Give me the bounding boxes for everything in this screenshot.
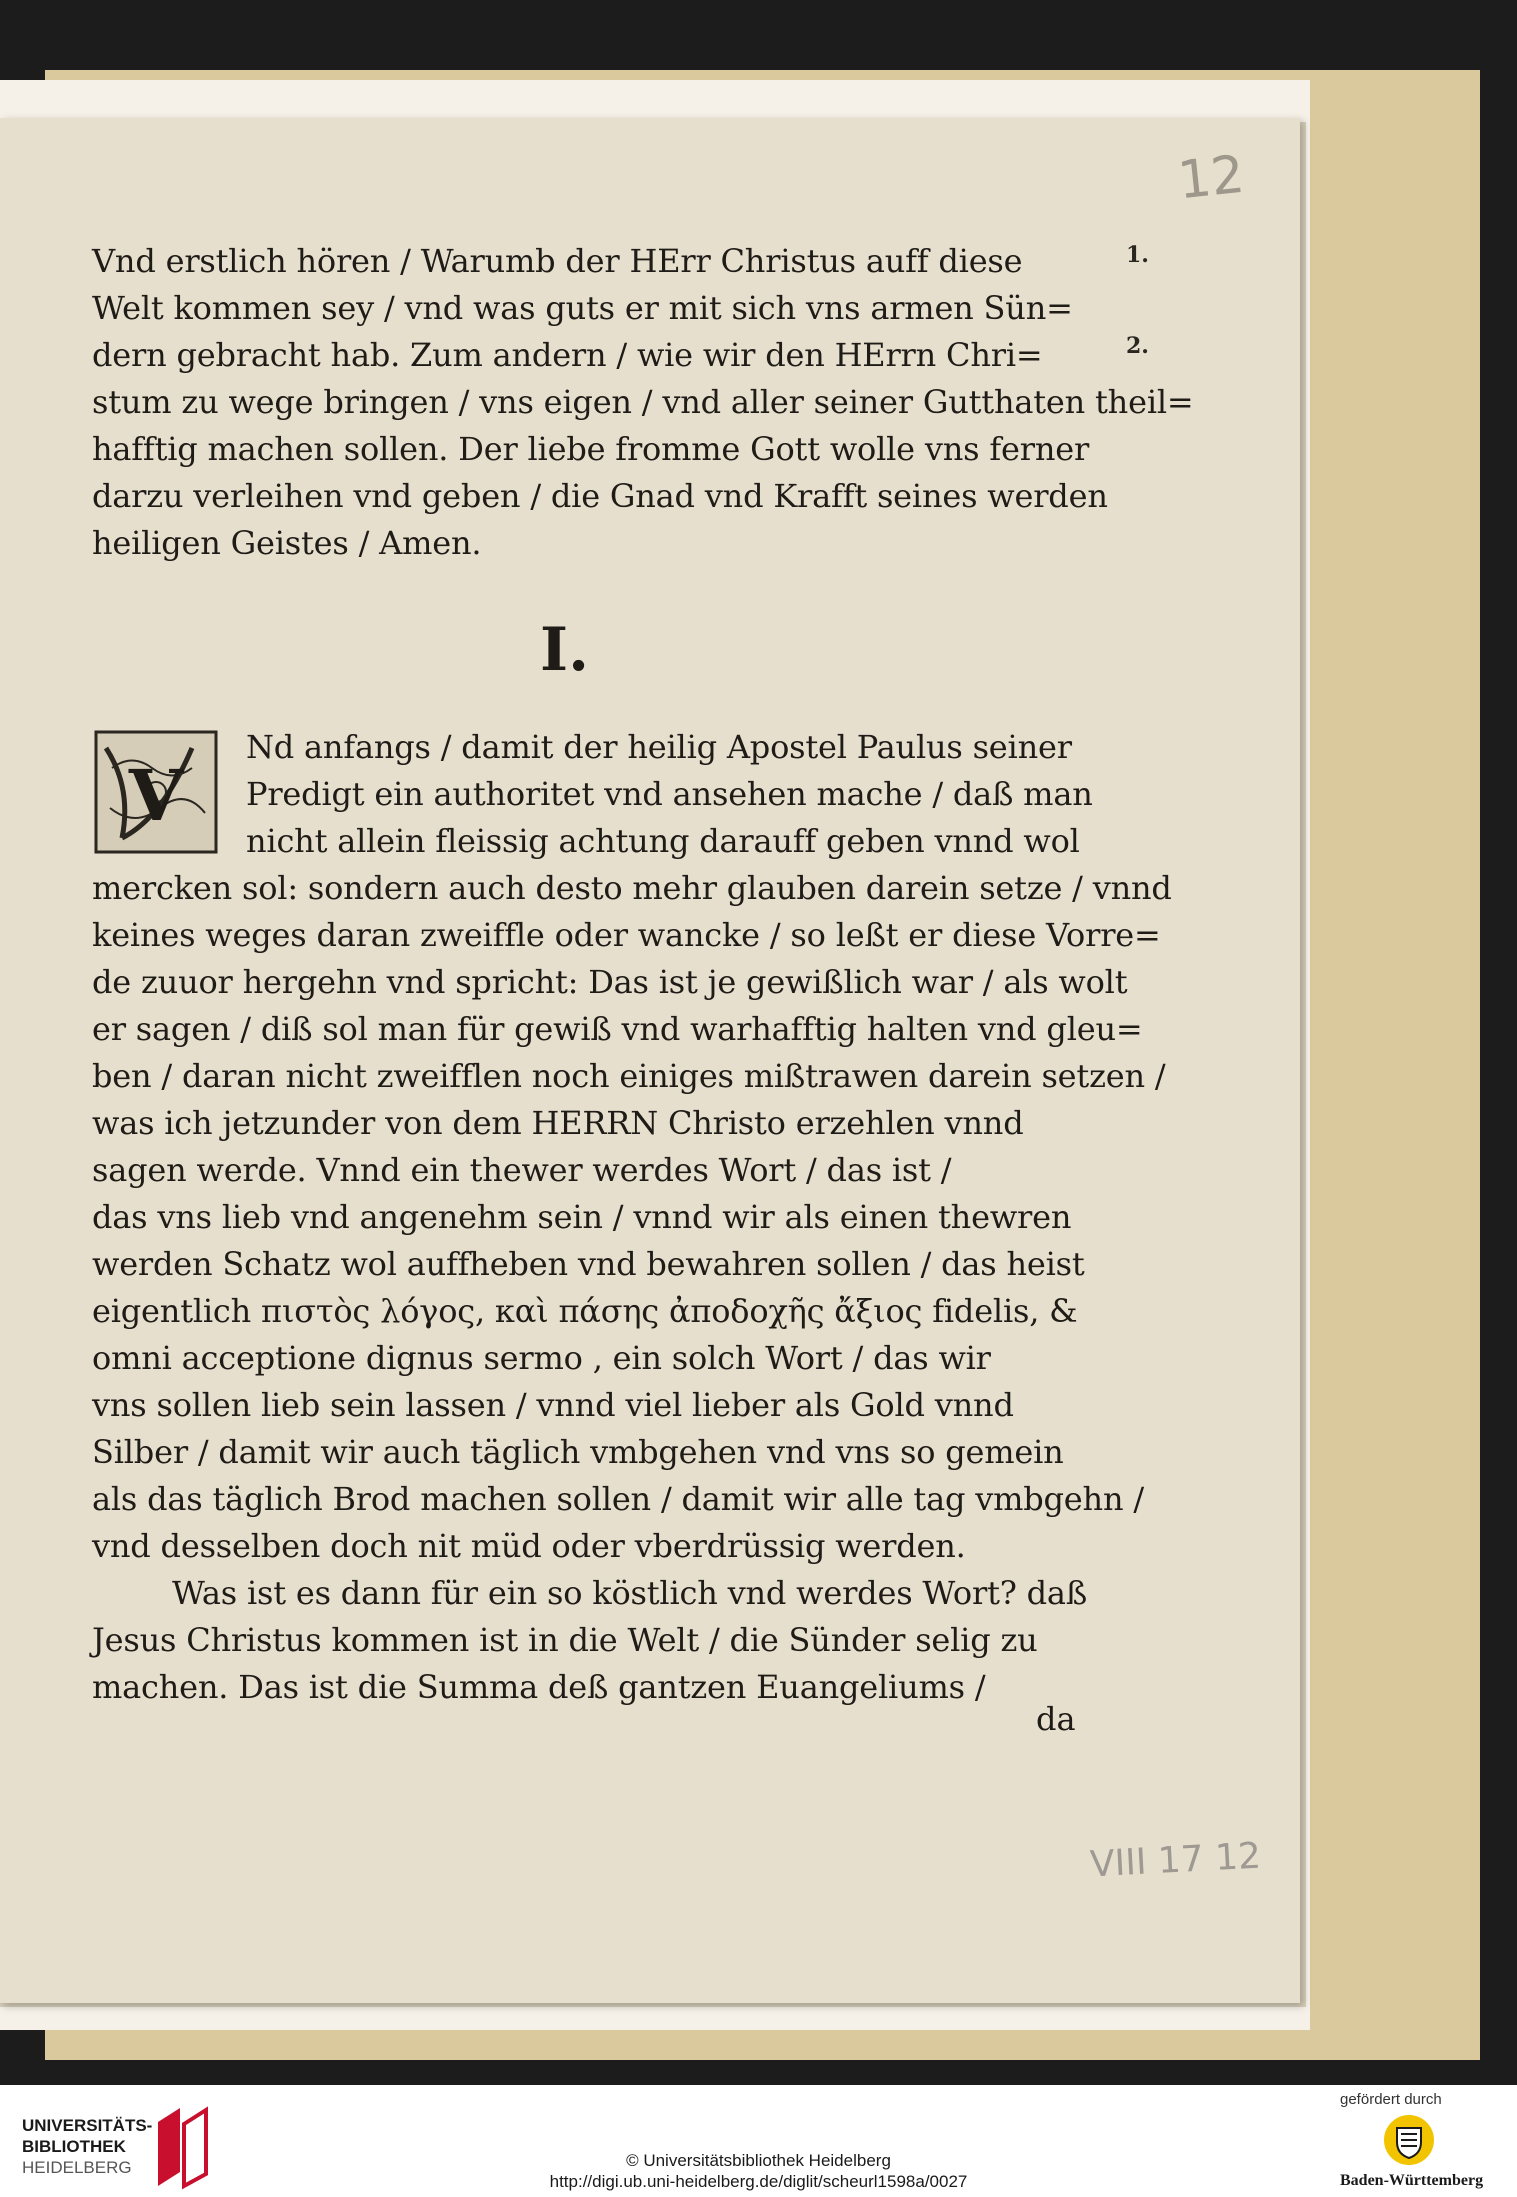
text-line: keines weges daran zweiffle oder wancke / so leßt er diese Vorre=	[92, 916, 1161, 954]
text-line: hafftig machen sollen. Der liebe fromme Gott wolle vns ferner	[92, 430, 1090, 468]
indented-lines	[246, 724, 1093, 865]
text-line: vnd desselben doch nit müd oder vberdrüssig werden.	[92, 1527, 966, 1565]
text-line: Vnd erstlich hören / Warumb der HErr Christus auff diese	[92, 242, 1023, 280]
section-heading: I.	[540, 615, 589, 685]
library-name-line3: HEIDELBERG	[22, 2158, 132, 2177]
margin-number-2: 2.	[1126, 333, 1149, 359]
pencil-shelfmark: VIII 17 12	[1089, 1835, 1262, 1886]
text-line: eigentlich πιστὸς λόγος, καὶ πάσης ἀποδοχῆς ἄξιος fidelis, &	[92, 1292, 1078, 1330]
margin-number-1: 1.	[1126, 242, 1149, 268]
text-line: stum zu wege bringen / vns eigen / vnd aller seiner Gutthaten theil=	[92, 383, 1194, 421]
decorated-initial	[92, 728, 220, 856]
text-line: Silber / damit wir auch täglich vmbgehen vnd vns so gemein	[92, 1433, 1064, 1471]
folio-number: 12	[1175, 144, 1248, 212]
text-line: Was ist es dann für ein so köstlich vnd werdes Wort? daß	[172, 1574, 1087, 1612]
source-url-link[interactable]: http://digi.ub.uni-heidelberg.de/diglit/scheurl1598a/0027	[549, 2172, 968, 2191]
text-line: heiligen Geistes / Amen.	[92, 524, 482, 562]
text-line: sagen werde. Vnnd ein thewer werdes Wort / das ist /	[92, 1151, 952, 1189]
intro-paragraph	[92, 238, 1194, 567]
text-line: das vns lieb vnd angenehm sein / vnnd wir als einen thewren	[92, 1198, 1072, 1236]
text-line: werden Schatz wol auffheben vnd bewahren sollen / das heist	[92, 1245, 1085, 1283]
text-line: machen. Das ist die Summa deß gantzen Euangeliums /	[92, 1668, 986, 1706]
text-line: de zuuor hergehn vnd spricht: Das ist je gewißlich war / als wolt	[92, 963, 1128, 1001]
sponsor-label: gefördert durch	[1340, 2091, 1442, 2108]
text-line: ben / daran nicht zweifflen noch einiges mißtrawen darein setzen /	[92, 1057, 1166, 1095]
text-line: Predigt ein authoritet vnd ansehen mache / daß man	[246, 775, 1093, 813]
text-line: mercken sol: sondern auch desto mehr glauben darein setze / vnnd	[92, 869, 1172, 907]
copyright-text: © Universitätsbibliothek Heidelberg	[626, 2151, 891, 2170]
text-line: vns sollen lieb sein lassen / vnnd viel lieber als Gold vnnd	[92, 1386, 1014, 1424]
catchword: da	[1036, 1700, 1076, 1738]
library-name-line2: BIBLIOTHEK	[22, 2137, 126, 2156]
library-name-line1: UNIVERSITÄTS-	[22, 2116, 153, 2135]
text-line: als das täglich Brod machen sollen / damit wir alle tag vmbgehn /	[92, 1480, 1144, 1518]
sponsor-name: Baden-Württemberg	[1340, 2172, 1484, 2189]
initial-letter: V	[128, 754, 184, 837]
text-line: Jesus Christus kommen ist in die Welt / die Sünder selig zu	[92, 1621, 1038, 1659]
text-line: Welt kommen sey / vnd was guts er mit sich vns armen Sün=	[92, 289, 1073, 327]
state-coat-of-arms-icon	[1383, 2114, 1435, 2166]
text-line: Nd anfangs / damit der heilig Apostel Paulus seiner	[246, 728, 1072, 766]
text-line: er sagen / diß sol man für gewiß vnd warhafftig halten vnd gleu=	[92, 1010, 1143, 1048]
text-line: dern gebracht hab. Zum andern / wie wir den HErrn Chri=	[92, 336, 1043, 374]
text-line: nicht allein fleissig achtung darauff geben vnnd wol	[246, 822, 1080, 860]
body-paragraph	[92, 865, 1172, 1711]
text-line: darzu verleihen vnd geben / die Gnad vnd Krafft seines werden	[92, 477, 1108, 515]
copyright-block	[0, 2150, 1517, 2192]
text-line: omni acceptione dignus sermo , ein solch Wort / das wir	[92, 1339, 991, 1377]
text-line: was ich jetzunder von dem HERRN Christo erzehlen vnnd	[92, 1104, 1024, 1142]
